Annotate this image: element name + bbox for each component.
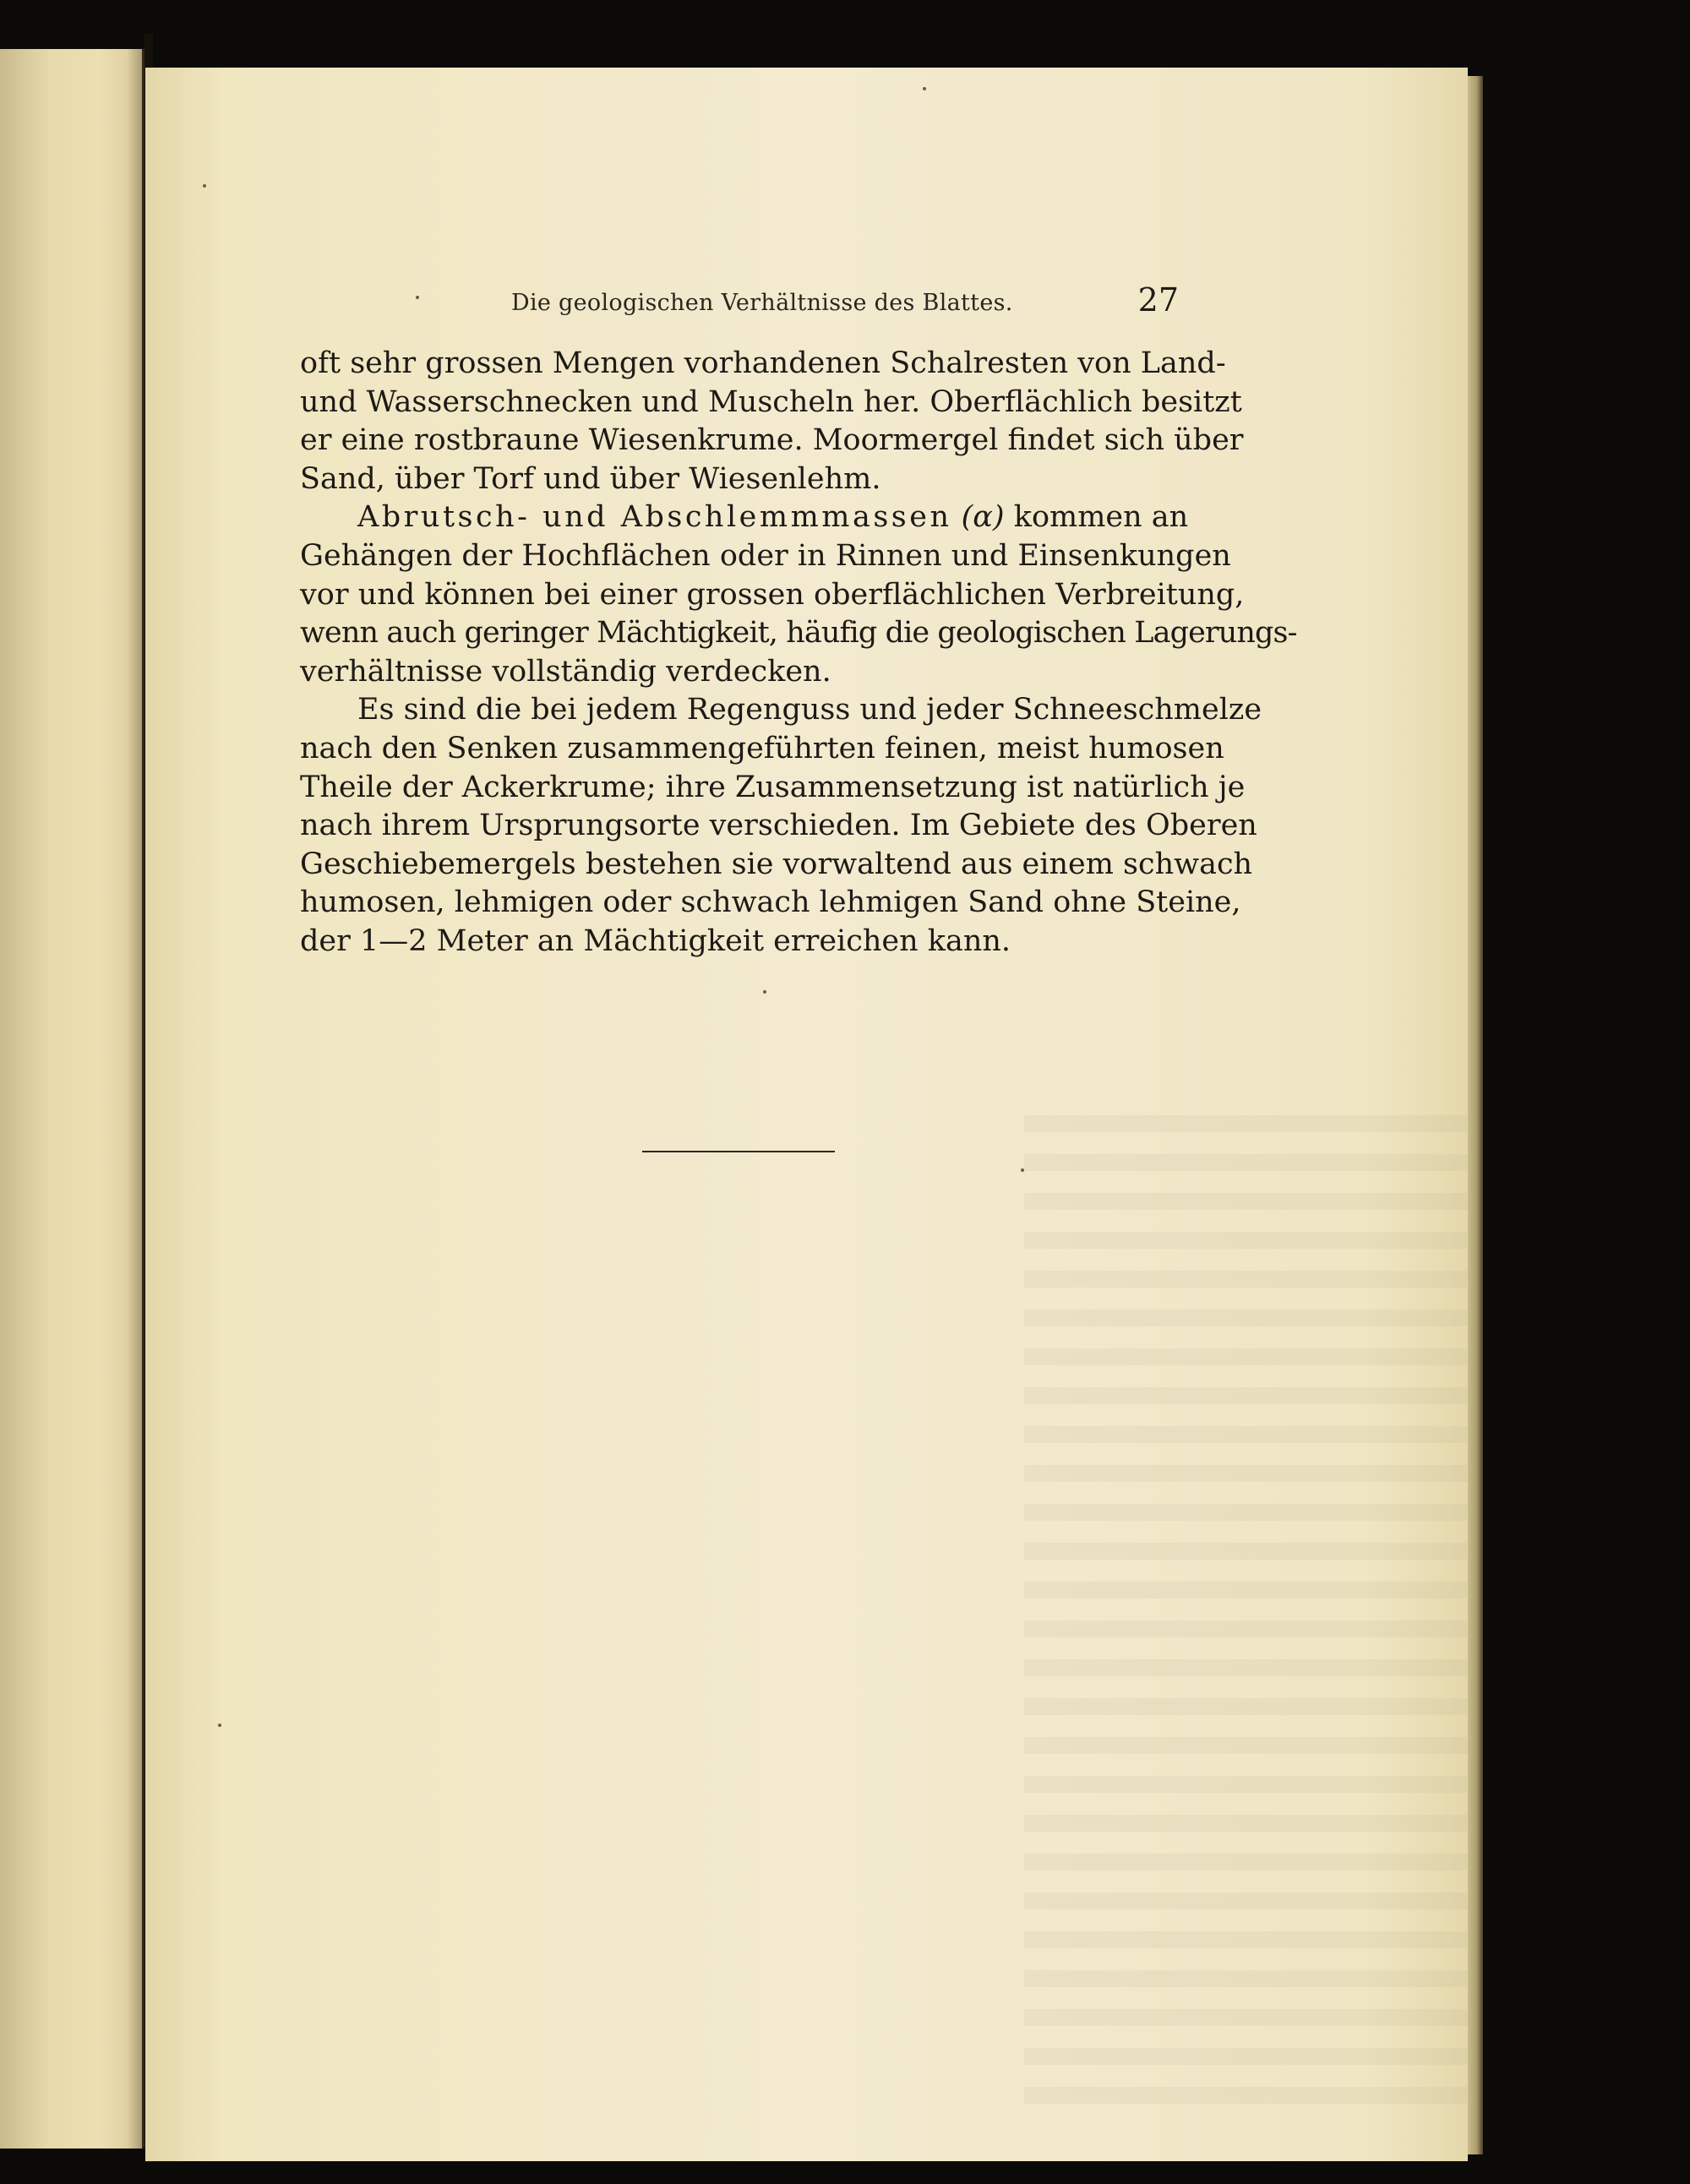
running-header-title: Die geologischen Verhältnisse des Blattes. — [511, 290, 1013, 316]
text-line: oft sehr grossen Mengen vorhandenen Schalresten von Land- — [300, 346, 1226, 380]
text-line: der 1—2 Meter an Mächtigkeit erreichen kann. — [300, 923, 1011, 958]
text-line: wenn auch geringer Mächtigkeit, häufig die geologischen Lagerungs- — [300, 616, 1297, 651]
text-line: nach den Senken zusammengeführten feinen, meist humosen — [300, 731, 1224, 765]
text-line: Sand, über Torf und über Wiesenlehm. — [300, 461, 881, 496]
paper-speck — [763, 990, 766, 994]
running-header — [300, 281, 1179, 324]
paper-speck — [923, 87, 926, 90]
text-line: nach ihrem Ursprungsorte verschieden. Im Gebiete des Oberen — [300, 809, 1257, 843]
text-line: humosen, lehmigen oder schwach lehmigen Sand ohne Steine, — [300, 885, 1241, 920]
text-line: Geschiebemergels bestehen sie vorwaltend aus einem schwach — [300, 847, 1253, 881]
text-line: und Wasserschnecken und Muscheln her. Oberflächlich besitzt — [300, 384, 1242, 419]
page-number: 27 — [1137, 281, 1179, 319]
text-line — [300, 498, 1189, 537]
paper-speck — [218, 1724, 221, 1727]
closing-rule — [642, 1151, 835, 1152]
text-line: verhältnisse vollständig verdecken. — [300, 654, 831, 689]
paragraph — [300, 498, 1297, 691]
text-line: er eine rostbraune Wiesenkrume. Moormergel findet sich über — [300, 423, 1244, 458]
previous-page-edge — [0, 49, 144, 2149]
page-shadow — [127, 49, 145, 2149]
text-line: Gehängen der Hochflächen oder in Rinnen und Einsenkungen — [300, 538, 1231, 573]
text-fragment: kommen an — [1013, 500, 1189, 535]
body-text — [300, 345, 1297, 961]
text-line: Theile der Ackerkrume; ihre Zusammensetzung ist natürlich je — [300, 770, 1246, 804]
text-line: Es sind die bei jedem Regenguss und jeder Schneeschmelze — [357, 693, 1262, 727]
text-line: vor und können bei einer grossen oberflächlichen Verbreitung, — [300, 577, 1245, 612]
map-symbol: (α) — [961, 500, 1005, 535]
paragraph — [300, 691, 1262, 961]
paragraph — [300, 345, 1244, 498]
term-abrutschmassen: Abrutsch- und Abschlemmmassen — [357, 500, 952, 535]
paper-speck — [203, 184, 206, 188]
show-through-texture — [1024, 1115, 1468, 2112]
paper-speck — [1021, 1168, 1024, 1172]
page-block-edge — [1468, 76, 1483, 2154]
